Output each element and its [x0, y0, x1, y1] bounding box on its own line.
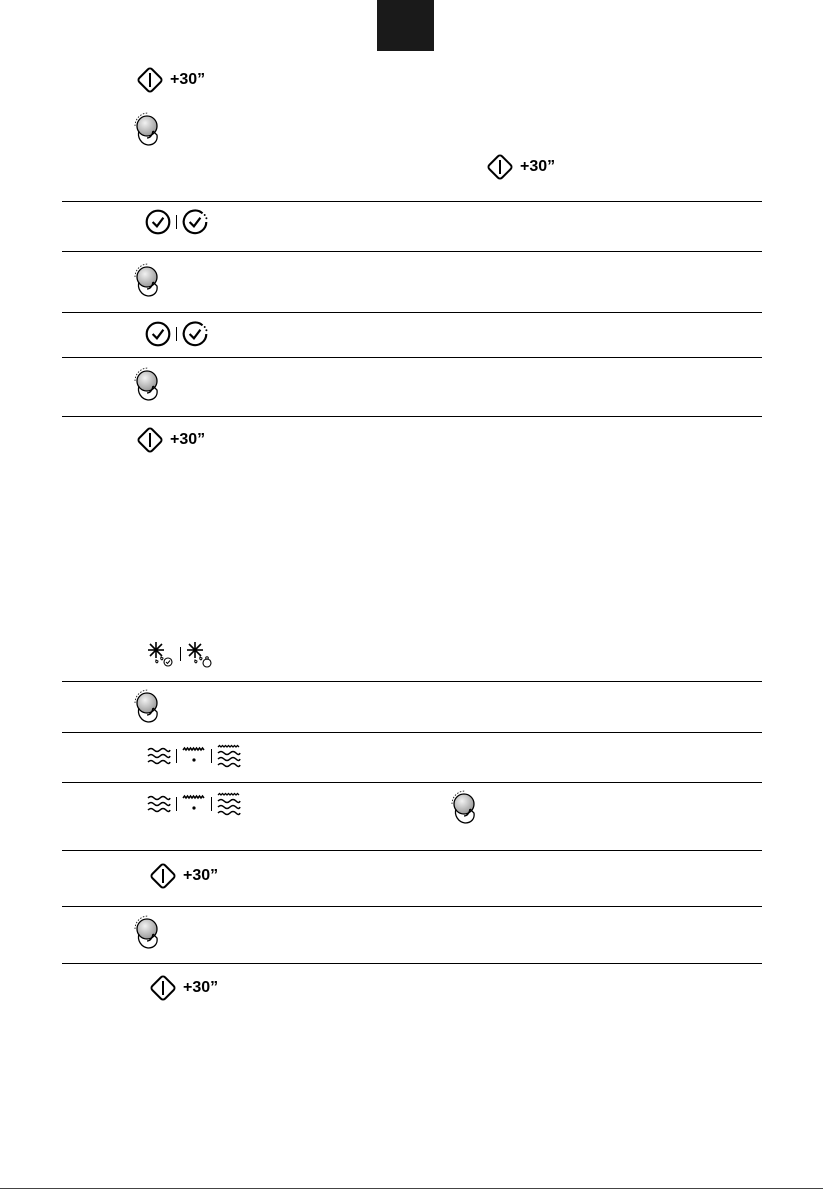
step-start-button	[135, 425, 205, 455]
separator	[211, 749, 212, 763]
step-start-button	[135, 65, 205, 95]
page-bottom-edge	[0, 1188, 823, 1189]
step-dial	[131, 262, 165, 298]
start-diamond-icon	[135, 425, 165, 455]
divider	[62, 732, 762, 733]
combi-waves-icon	[216, 744, 242, 768]
separator	[176, 215, 177, 229]
grill-icon	[181, 745, 207, 767]
step-start-button	[148, 861, 218, 891]
step-cooking-modes	[146, 744, 242, 768]
divider	[62, 201, 762, 202]
step-dial-inline	[448, 789, 482, 825]
step-defrost-options	[146, 640, 215, 668]
dial-knob-hand-icon	[448, 789, 482, 825]
step-clock-options	[144, 320, 209, 348]
start-plus30-label: +30”	[520, 158, 556, 175]
start-diamond-icon	[135, 65, 165, 95]
separator	[176, 797, 177, 811]
clock-partial-check-icon	[181, 320, 209, 348]
defrost-by-time-icon	[146, 640, 176, 668]
step-start-button	[148, 973, 218, 1003]
start-plus30-label: +30”	[183, 979, 219, 996]
grill-icon	[181, 793, 207, 815]
page-tab-marker	[377, 0, 434, 51]
separator	[176, 327, 177, 341]
start-plus30-label: +30”	[183, 867, 219, 884]
clock-check-icon	[144, 320, 172, 348]
start-diamond-icon	[485, 152, 515, 182]
dial-knob-hand-icon	[131, 111, 165, 147]
start-diamond-icon	[148, 861, 178, 891]
dial-knob-hand-icon	[131, 262, 165, 298]
step-start-button-inline	[485, 152, 555, 182]
combi-waves-icon	[216, 792, 242, 816]
defrost-by-weight-icon	[185, 640, 215, 668]
divider	[62, 681, 762, 682]
start-plus30-label: +30”	[170, 71, 206, 88]
start-plus30-label: +30”	[170, 431, 206, 448]
divider	[62, 906, 762, 907]
divider	[62, 963, 762, 964]
step-dial	[131, 366, 165, 402]
divider	[62, 850, 762, 851]
divider	[62, 357, 762, 358]
divider	[62, 251, 762, 252]
dial-knob-hand-icon	[131, 366, 165, 402]
step-dial	[131, 914, 165, 950]
separator	[176, 749, 177, 763]
dial-knob-hand-icon	[131, 688, 165, 724]
step-dial	[131, 688, 165, 724]
dial-knob-hand-icon	[131, 914, 165, 950]
separator	[180, 647, 181, 661]
step-dial	[131, 111, 165, 147]
microwave-waves-icon	[146, 793, 172, 815]
step-cooking-modes	[146, 792, 242, 816]
separator	[211, 797, 212, 811]
divider	[62, 312, 762, 313]
clock-check-icon	[144, 208, 172, 236]
step-clock-options	[144, 208, 209, 236]
divider	[62, 416, 762, 417]
start-diamond-icon	[148, 973, 178, 1003]
divider	[62, 782, 762, 783]
microwave-waves-icon	[146, 745, 172, 767]
clock-partial-check-icon	[181, 208, 209, 236]
